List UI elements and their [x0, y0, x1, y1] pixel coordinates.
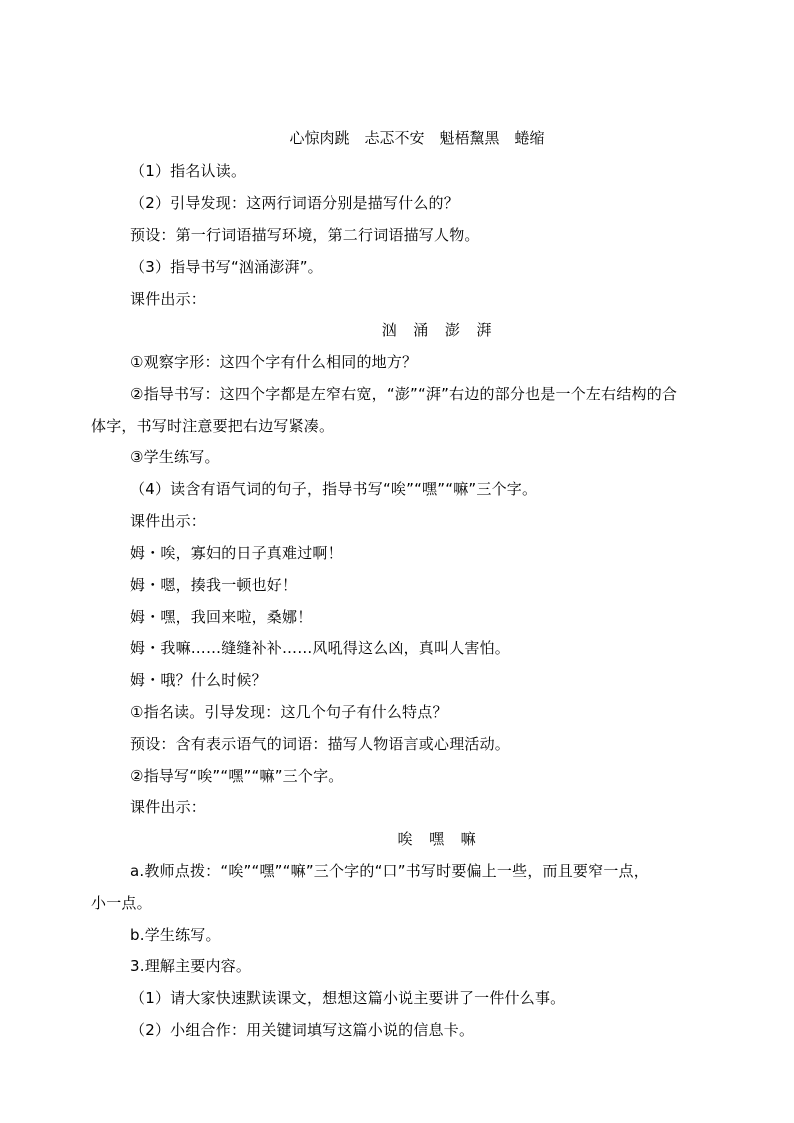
- text-line: 姆・我嘛……缝缝补补……风吼得这么凶，真叫人害怕。: [130, 639, 511, 657]
- text-line: 课件出示：: [130, 512, 207, 530]
- text-line: 体字，书写时注意要把右边写紧凑。: [91, 417, 335, 435]
- text-line: 姆・嗯，揍我一顿也好！: [130, 576, 298, 594]
- text-line: （2）引导发现：这两行词语分别是描写什么的？: [130, 194, 459, 212]
- vocabulary-heading: 心惊肉跳 忐忑不安 魁梧黧黑 蜷缩: [289, 129, 545, 147]
- text-line: 小一点。: [91, 894, 152, 912]
- chars-display-1: 汹 涌 澎 湃: [381, 321, 493, 339]
- text-line: （3）指导书写“汹涌澎湃”。: [130, 258, 323, 276]
- text-line: b.学生练写。: [130, 926, 221, 944]
- text-line: （1）请大家快速默读课文，想想这篇小说主要讲了一件什么事。: [130, 989, 566, 1007]
- text-line: 预设：含有表示语气的词语：描写人物语言或心理活动。: [130, 735, 511, 753]
- text-line: 预设：第一行词语描写环境，第二行词语描写人物。: [130, 226, 480, 244]
- text-line: ②指导书写：这四个字都是左窄右宽，“澎”“湃”右边的部分也是一个左右结构的合: [130, 385, 678, 403]
- chars-display-2: 唉 嘿 嘛: [397, 830, 477, 848]
- text-line: 课件出示：: [130, 290, 207, 308]
- text-line: （4）读含有语气词的句子，指导书写“唉”“嘿”“嘛”三个字。: [130, 480, 538, 498]
- text-line: a.教师点拨：“唉”“嘿”“嘛”三个字的“口”书写时要偏上一些，而且要窄一点，: [130, 862, 649, 880]
- text-line: 姆・哦？什么时候？: [130, 671, 267, 689]
- text-line: ②指导写“唉”“嘿”“嘛”三个字。: [130, 767, 344, 785]
- text-line: ①观察字形：这四个字有什么相同的地方？: [130, 353, 418, 371]
- text-line: （1）指名认读。: [130, 162, 247, 180]
- text-line: ③学生练写。: [130, 448, 220, 466]
- text-line: （2）小组合作：用关键词填写这篇小说的信息卡。: [130, 1021, 475, 1039]
- text-line: 姆・嘿，我回来啦，桑娜！: [130, 608, 313, 626]
- text-line: 3.理解主要内容。: [130, 957, 252, 975]
- text-line: 课件出示：: [130, 798, 207, 816]
- text-line: ①指名读。引导发现：这几个句子有什么特点？: [130, 703, 448, 721]
- text-line: 姆・唉，寡妇的日子真难过啊！: [130, 544, 343, 562]
